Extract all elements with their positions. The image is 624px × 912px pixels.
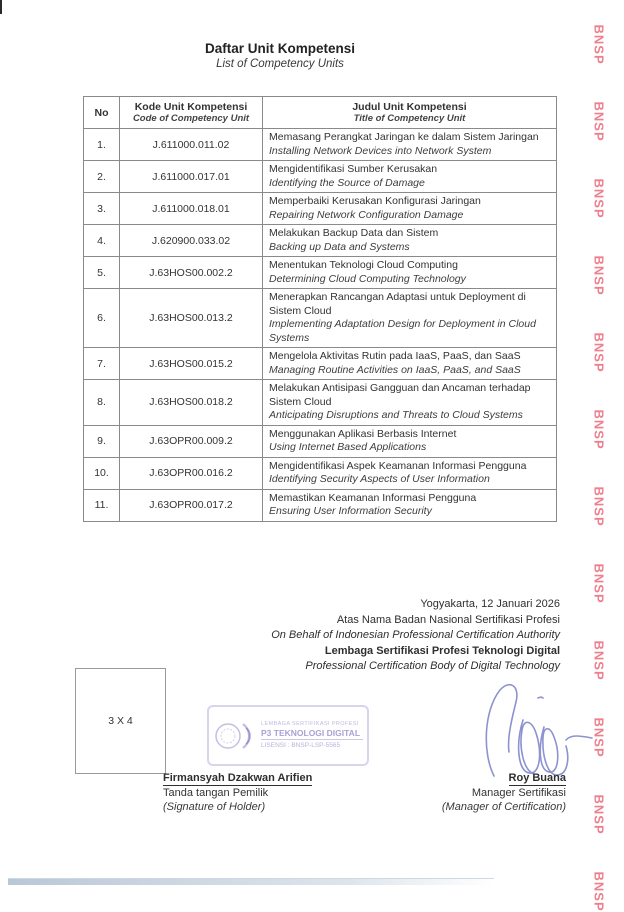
manager-role-id: Manager Sertifikasi	[471, 787, 566, 799]
unit-title-id: Memasang Perangkat Jaringan ke dalam Sistem Jaringan	[269, 131, 539, 143]
header-code	[120, 97, 263, 129]
table-row	[84, 425, 557, 457]
row-number: 2.	[84, 161, 120, 193]
stamp-emblem-icon	[213, 709, 257, 762]
unit-code: J.63HOS00.002.2	[120, 257, 263, 289]
bnsp-watermark-text: BNSP	[591, 486, 607, 527]
table-row	[84, 225, 557, 257]
organization-stamp	[207, 705, 369, 766]
unit-title-id: Mengidentifikasi Sumber Kerusakan	[269, 163, 438, 175]
competency-table-body	[84, 129, 557, 522]
row-number: 3.	[84, 193, 120, 225]
row-number: 10.	[84, 457, 120, 489]
header-no	[84, 97, 120, 129]
signer-manager	[330, 771, 566, 814]
unit-code: J.63HOS00.018.2	[120, 380, 263, 426]
holder-role-en: (Signature of Holder)	[163, 801, 266, 813]
header-code-id: Kode Unit Kompetensi	[134, 101, 248, 113]
header-title-id: Judul Unit Kompetensi	[352, 101, 467, 113]
bnsp-watermark-text: BNSP	[591, 871, 607, 912]
unit-title-cell	[263, 193, 557, 225]
competency-units-table	[83, 96, 557, 522]
unit-title-id: Melakukan Backup Data dan Sistem	[269, 227, 439, 239]
table-header-row	[84, 97, 557, 129]
unit-title-en: Managing Routine Activities on IaaS, PaaS, and SaaS	[269, 363, 521, 376]
holder-name: Firmansyah Dzakwan Arifien	[163, 772, 313, 784]
row-number: 5.	[84, 257, 120, 289]
unit-title-cell	[263, 380, 557, 426]
unit-title-cell	[263, 489, 557, 521]
unit-title-id: Menerapkan Rancangan Adaptasi untuk Deployment di Sistem Cloud	[269, 291, 526, 317]
table-row	[84, 257, 557, 289]
stamp-line3: LISENSI : BNSP-LSP-5565	[261, 739, 363, 750]
unit-title-cell	[263, 348, 557, 380]
unit-title-en: Using Internet Based Applications	[269, 441, 427, 453]
place-date: Yogyakarta, 12 Januari 2026	[420, 598, 560, 610]
row-number: 8.	[84, 380, 120, 426]
table-row	[84, 348, 557, 380]
certification-body-name-en: Professional Certification Body of Digital Technology	[305, 660, 560, 672]
unit-title-en: Implementing Adaptation Design for Deployment in Cloud Systems	[269, 318, 536, 344]
table-row	[84, 457, 557, 489]
manager-name: Roy Buana	[508, 772, 566, 784]
row-number: 9.	[84, 425, 120, 457]
row-number: 6.	[84, 289, 120, 348]
table-row	[84, 289, 557, 348]
unit-title-id: Melakukan Antisipasi Gangguan dan Ancaman terhadap Sistem Cloud	[269, 382, 531, 408]
table-row	[84, 129, 557, 161]
table-row	[84, 489, 557, 521]
unit-title-en: Ensuring User Information Security	[269, 505, 432, 517]
unit-title-cell	[263, 129, 557, 161]
bnsp-watermark-text: BNSP	[591, 332, 607, 373]
page-title: Daftar Unit Kompetensi	[204, 41, 356, 56]
unit-title-id: Memastikan Keamanan Informasi Pengguna	[269, 491, 477, 504]
photo-placeholder	[75, 668, 166, 774]
unit-title-cell	[263, 289, 557, 348]
unit-code: J.63OPR00.016.2	[120, 457, 263, 489]
bnsp-watermark-text: BNSP	[591, 640, 607, 681]
unit-title-cell	[263, 425, 557, 457]
page-subtitle: List of Competency Units	[216, 58, 344, 70]
manager-role-en: (Manager of Certification)	[441, 801, 566, 813]
unit-title-id: Menggunakan Aplikasi Berbasis Internet	[269, 427, 457, 440]
bnsp-watermark-text: BNSP	[591, 409, 607, 450]
page-bottom-edge	[8, 878, 494, 885]
page-left-edge	[0, 0, 2, 14]
stamp-text	[261, 721, 363, 750]
stamp-line2: P3 TEKNOLOGI DIGITAL	[261, 728, 361, 738]
table-row	[84, 161, 557, 193]
bnsp-watermark-text: BNSP	[591, 24, 607, 65]
unit-title-id: Memperbaiki Kerusakan Konfigurasi Jaringan	[269, 195, 481, 207]
unit-title-cell	[263, 225, 557, 257]
table-row	[84, 193, 557, 225]
unit-title-id: Mengelola Aktivitas Rutin pada IaaS, PaaS, dan SaaS	[269, 350, 521, 362]
certification-body-name	[200, 644, 560, 660]
stamp-line1: LEMBAGA SERTIFIKASI PROFESI	[261, 721, 359, 727]
unit-code: J.620900.033.02	[120, 225, 263, 257]
authority-block	[200, 597, 560, 675]
row-number: 7.	[84, 348, 120, 380]
unit-title-cell	[263, 161, 557, 193]
header-title-en: Title of Competency Unit	[353, 113, 466, 124]
unit-code: J.63OPR00.009.2	[120, 425, 263, 457]
unit-title-cell	[263, 457, 557, 489]
bnsp-watermark-text: BNSP	[591, 255, 607, 296]
on-behalf-en: On Behalf of Indonesian Professional Certification Authority	[271, 629, 560, 641]
unit-title-en: Anticipating Disruptions and Threats to Cloud Systems	[269, 409, 523, 421]
unit-title-id: Mengidentifikasi Aspek Keamanan Informasi Pengguna	[269, 459, 527, 472]
row-number: 4.	[84, 225, 120, 257]
unit-code: J.611000.018.01	[120, 193, 263, 225]
bnsp-watermark-text: BNSP	[591, 563, 607, 604]
unit-code: J.611000.011.02	[120, 129, 263, 161]
photo-size-label: 3 X 4	[108, 715, 133, 727]
header-title	[263, 97, 557, 129]
bnsp-watermark-text: BNSP	[591, 794, 607, 835]
org-name: Teknologi Digital	[472, 644, 560, 657]
holder-role-id: Tanda tangan Pemilik	[163, 787, 269, 799]
unit-title-en: Backing up Data and Systems	[269, 240, 410, 253]
bnsp-watermark-text: BNSP	[591, 101, 607, 142]
unit-title-en: Identifying the Source of Damage	[269, 176, 425, 189]
unit-title-cell	[263, 257, 557, 289]
unit-title-id: Menentukan Teknologi Cloud Computing	[269, 259, 458, 271]
unit-code: J.611000.017.01	[120, 161, 263, 193]
row-number: 1.	[84, 129, 120, 161]
unit-code: J.63OPR00.017.2	[120, 489, 263, 521]
unit-code: J.63HOS00.013.2	[120, 289, 263, 348]
unit-title-en: Determining Cloud Computing Technology	[269, 272, 466, 285]
unit-title-en: Installing Network Devices into Network System	[269, 144, 492, 157]
org-prefix: Lembaga Sertifikasi Profesi	[324, 644, 473, 657]
header-code-en: Code of Competency Unit	[132, 113, 250, 124]
header-no-label: No	[94, 106, 109, 119]
table-row	[84, 380, 557, 426]
unit-title-en: Repairing Network Configuration Damage	[269, 208, 464, 221]
unit-title-en: Identifying Security Aspects of User Information	[269, 473, 490, 485]
bnsp-watermark-text: BNSP	[591, 178, 607, 219]
bnsp-watermark-text: BNSP	[591, 717, 607, 758]
row-number: 11.	[84, 489, 120, 521]
on-behalf-id: Atas Nama Badan Nasional Sertifikasi Profesi	[336, 613, 560, 626]
unit-code: J.63HOS00.015.2	[120, 348, 263, 380]
handwritten-signature	[478, 680, 598, 782]
signer-holder	[163, 771, 312, 814]
